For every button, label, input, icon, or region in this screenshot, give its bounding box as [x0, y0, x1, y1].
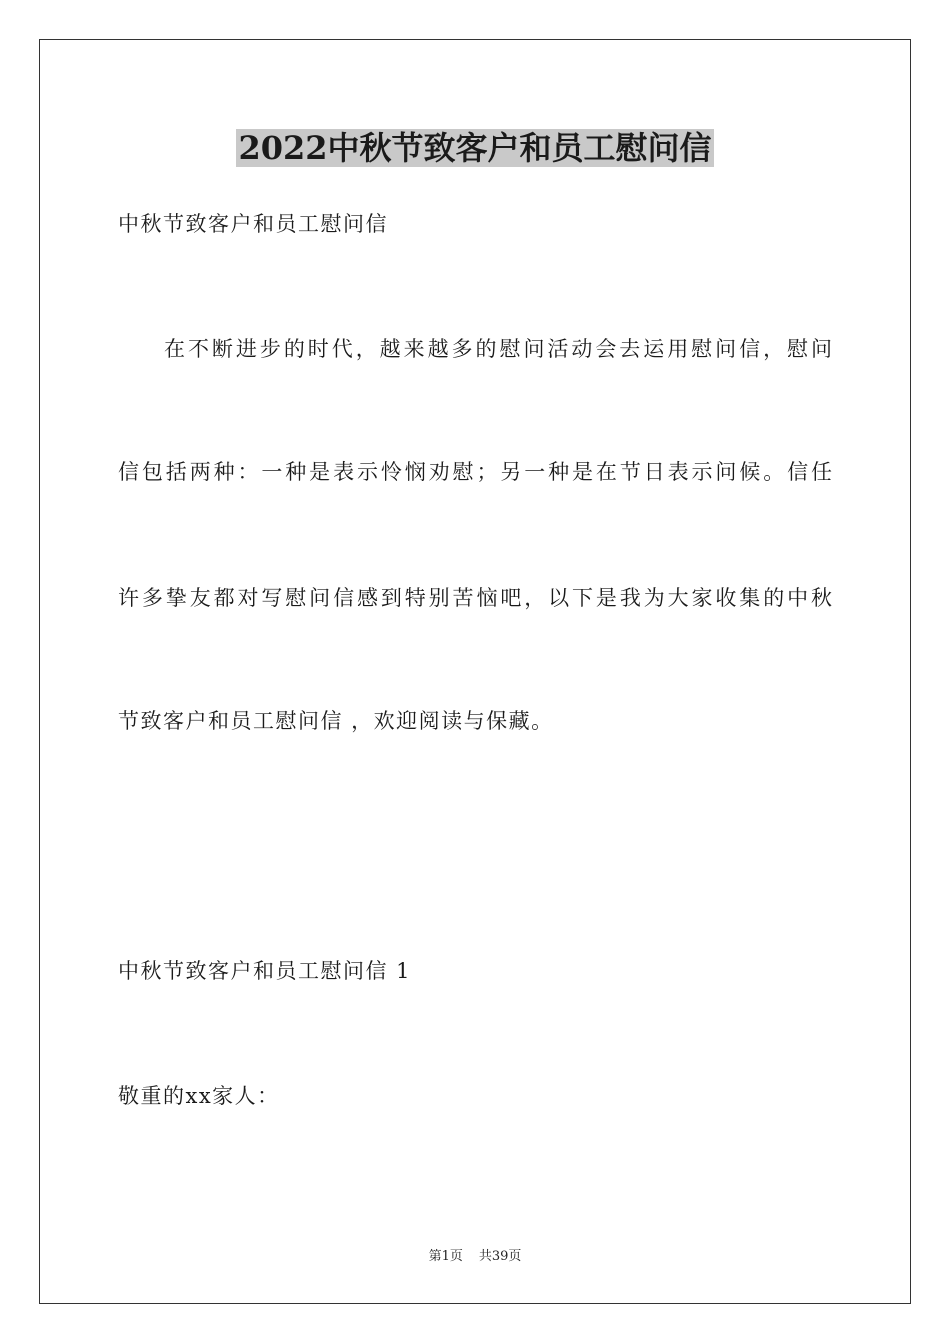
paragraph-line: 在不断进步的时代，越来越多的慰问活动会去运用慰问信，慰问 — [164, 337, 832, 361]
page-number: 第1页 — [428, 1249, 463, 1264]
paragraph-line: 信包括两种：一种是表示怜悯劝慰；另一种是在节日表示问候。信任 — [118, 460, 832, 484]
section-heading: 中秋节致客户和员工慰问信 1 — [118, 959, 412, 983]
document-subtitle: 中秋节致客户和员工慰问信 — [118, 212, 388, 236]
document-title — [0, 128, 950, 168]
salutation: 敬重的xx家人： — [118, 1084, 280, 1108]
page-total: 共39页 — [478, 1249, 522, 1264]
document-title-text: 2022中秋节致客户和员工慰问信 — [238, 129, 712, 167]
paragraph-line: 节致客户和员工慰问信 ，欢迎阅读与保藏。 — [118, 709, 554, 733]
page-footer — [0, 1248, 950, 1266]
paragraph-line: 许多挚友都对写慰问信感到特别苦恼吧，以下是我为大家收集的中秋 — [118, 586, 832, 610]
